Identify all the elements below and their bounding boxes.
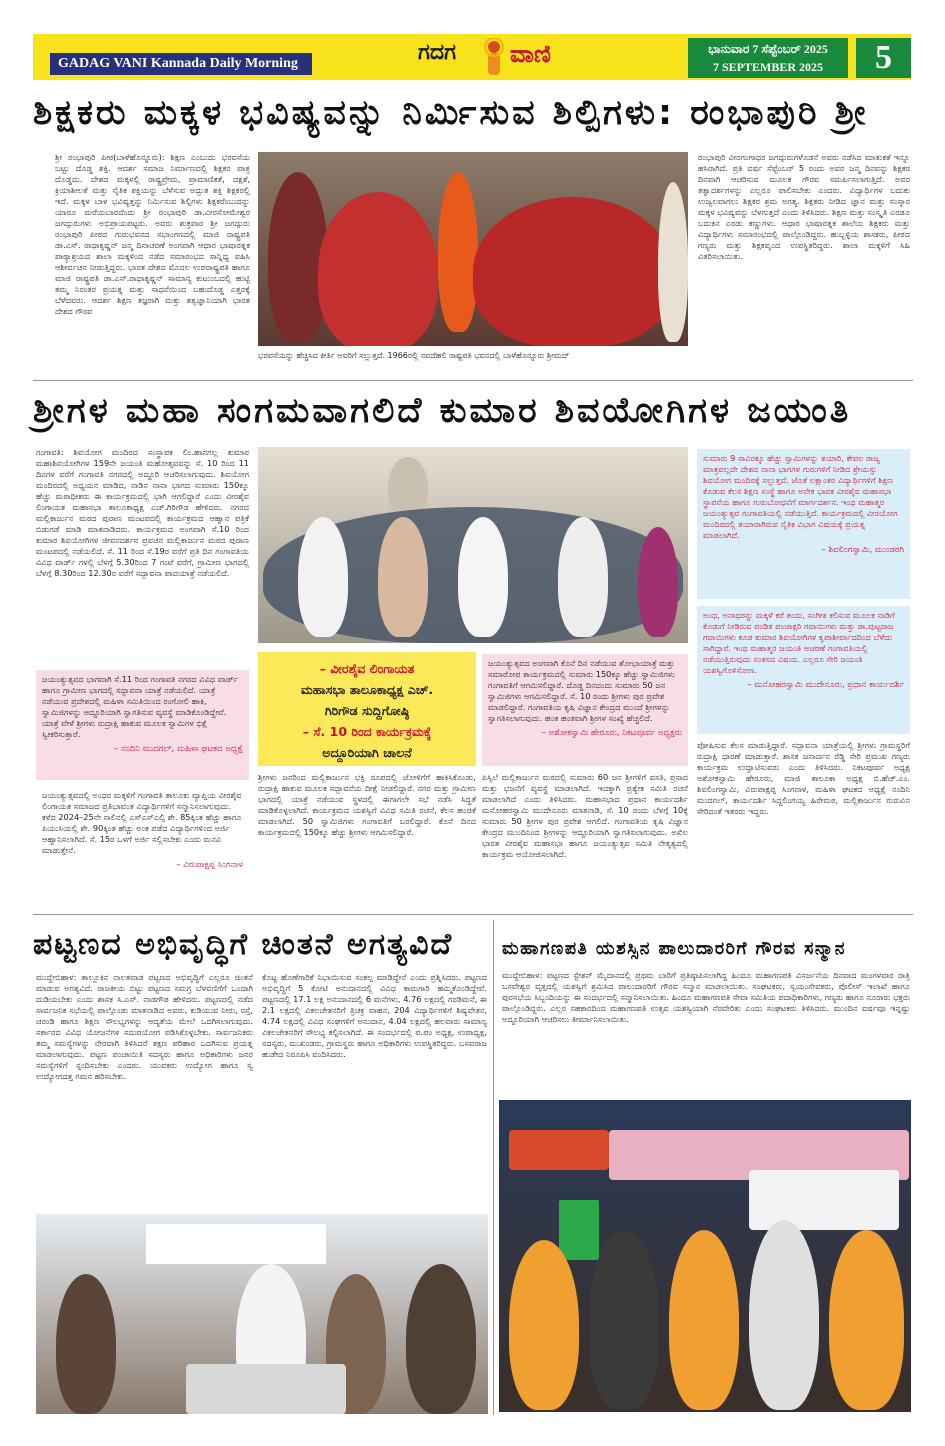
story2-col3b: ಪಿಸ್ಸಿಲೆ ಮಲ್ಲಿಕಾರ್ಜುನ ಮಠದಲ್ಲಿ ಸುಮಾರು 60 ಜನ ಶ್ರೀಗಳಿಗೆ ವಸತಿ, ಪ್ರಸಾದ ಮತ್ತು ಭಜನೆಗೆ ವ್ಯವಸ್ಥೆ ಮಾಡಲಾಗಿದೆ. ಇದಕ್ಕಾಗಿ ಪ್ರತ್ಯೇಕ ಸಮಿತಿ ರಚನೆ ಮಾಡಲಾಗಿದೆ ಎಂದು ತಿಳಿಸಿದರು. ಮಹಾಸಭಾದ ಪ್ರಧಾನ ಕಾರ್ಯದರ್ಶಿ ಮನೋಹರಸ್ವಾಮಿ ಮುದೇನೂರು ಮಾತನಾಡಿ, ಸೆ. 10 ರಂದು ಬೆಳಗ್ಗೆ 10ಕ್ಕೆ ಸುಮಾರು 50 ಶ್ರೀಗಳ ಪುರ ಪ್ರವೇಶ ಆಗಲಿದೆ. ಗಂಗಾವತಿಯ ಕೃಷಿ ವಿಜ್ಞಾನ ಕೇಂದ್ರದ ಮುಂದಿನಿಂದ ಶ್ರೀಗಳನ್ನು ಆದ್ದೂರಿಯಾಗಿ ಸ್ವಾಗತಿಸಲಾಗುವುದು. ಅಖಿಲ ಭಾರತ ವೀರಶೈವ ಮಹಾಸಭಾ ಹಾಗೂ ಜಯಂತ್ಯುತ್ಸವ ಸಮಿತಿ ನೇತೃತ್ವದಲ್ಲಿ ಕಾರ್ಯಕ್ರಮ ಆಯೋಜಿಸಲಾಗಿದೆ. [482, 772, 688, 859]
masthead-label: GADAG VANI Kannada Daily Morning [50, 53, 312, 75]
logo-text-right: ವಾಣಿ [510, 40, 551, 68]
story1-col3: ರಂಭಾಪುರಿ ವೀರಗಂಗಾಧರ ಜಗದ್ಗುರುಗಳೊಡನೆ ಅವರು ನಡೆಸಿದ ಮಾತುಕತೆ ಇನ್ನೂ ಹಸಿರಾಗಿದೆ. ಪ್ರತಿ ವರ್ಷ ಸೆಪ್ಟೆಂಬರ್ 5 ರಂದು ಅವರ ಜನ್ಮ ದಿನವನ್ನು ಶಿಕ್ಷಕರ ದಿನವಾಗಿ ಆಚರಿಸುವ ಮೂಲಕ ಗೌರವ ಸಮರ್ಪಿಸಲಾಗುತ್ತಿದೆ. ಅವರ ತತ್ವಾದರ್ಶಗಳನ್ನು ಎಲ್ಲರೂ ಪಾಲಿಸಬೇಕು ಎಂದರು. ವಿದ್ಯಾರ್ಥಿಗಳ ಬದುಕು ಉಜ್ವಲವಾಗಲು ಶಿಕ್ಷಕರ ಶ್ರಮ ಅಗತ್ಯ. ಶಿಕ್ಷಕರು ನೀಡಿದ ಜ್ಞಾನ ಮತ್ತು ಸಂಸ್ಕಾರ ಮಕ್ಕಳ ಭವಿಷ್ಯವನ್ನು ಬೆಳಗುತ್ತದೆ ಎಂದು ತಿಳಿಸಿದರು. ಶಿಕ್ಷಣ ಮತ್ತು ಸಂಸ್ಕೃತಿ ಎರಡೂ ಬದುಕಿನ ಎರಡು ಕಣ್ಣುಗಳು. ಆಧಾರ ಭಾಷಾರತ್ನಕ ಶಾಲೆಯ ಶಿಕ್ಷಕರು ಮತ್ತು ವಿದ್ಯಾರ್ಥಿಗಳು ಸಮಾರಂಭದಲ್ಲಿ ಪಾಲ್ಗೊಂಡಿದ್ದರು. ಹುಬ್ಬಳ್ಳಿಯ ಶಾಸಕರು, ಪೀಠದ ಗಣ್ಯರು ಮತ್ತು ಶಿಕ್ಷಕವೃಂದ ಉಪಸ್ಥಿತರಿದ್ದರು. ಶಾಲಾ ಮಕ್ಕಳಿಗೆ ಸಿಹಿ ವಿತರಿಸಲಾಯಿತು. [698, 152, 910, 261]
story3-col2: ಕೊಟ್ಟ ಹೊಣೆಗಾರಿಕೆ ನಿಭಾಯಿಸುವ ಸಂಕಲ್ಪ ಮಾಡಿದ್ದೇನೆ ಎಂದು ಪ್ರಶ್ನಿಸಿದರು. ಪಟ್ಟಣದ ಅಭಿವೃದ್ಧಿಗೆ 5 ಕೋಟಿ ಅನುದಾನದಲ್ಲಿ ವಿವಿಧ ಕಾಮಗಾರಿ ಹಮ್ಮಿಕೊಂಡಿದ್ದೇವೆ. ಪಟ್ಟಣದಲ್ಲಿ 17.1 ಲಕ್ಷ ಅನುದಾನದಲ್ಲಿ 6 ಮನೆಗಳು, 4.76 ಲಕ್ಷದಲ್ಲಿ ಗರಡಿಮನೆ, ಈ 2.1 ಲಕ್ಷದಲ್ಲಿ ವಿಕಲಚೇತನರಿಗೆ ತ್ರಿಚಕ್ರ ವಾಹನ, 204 ವಿದ್ಯಾರ್ಥಿಗಳಿಗೆ ಶಿಷ್ಯವೇತನ, 4.74 ಲಕ್ಷದಲ್ಲಿ ವಿವಿಧ ಸಂಘಗಳಿಗೆ ಅನುದಾನ, 4.04 ಲಕ್ಷದಲ್ಲಿ ಹಲವಾರು ಸಾಮಾನ್ಯ ವಿಕಲಚೇತನರಿಗೆ ಸೌಲಭ್ಯ ಕಲ್ಪಿಸಲಾಗಿದೆ. ಈ ಸಂದರ್ಭದಲ್ಲಿ ಪ.ಪಂ ಅಧ್ಯಕ್ಷ, ಉಪಾಧ್ಯಕ್ಷ, ಸದಸ್ಯರು, ಮುಖಂಡರು, ಗ್ರಾಮಸ್ಥರು ಹಾಗೂ ಅಧಿಕಾರಿಗಳು ಉಪಸ್ಥಿತರಿದ್ದರು. ಬಸವರಾಜ ಹುಡೇದ ನಿರೂಪಿಸಿ ವಂದಿಸಿದರು. [262, 972, 487, 1059]
story2-col4b: ಪೋಷಿಸುವ ಕೆಲಸ ಮಾಡುತ್ತಿದ್ದಾರೆ. ಸದ್ಭಾವನಾ ಯಾತ್ರೆಯಲ್ಲಿ ಶ್ರೀಗಳು ಗ್ರಾಮಸ್ಥರಿಗೆ ರುದ್ರಾಕ್ಷಿ ಧಾರಣೆ ಮಾಡುತ್ತಾರೆ. ಶಾಸಕ ಜನಾರ್ದನ ರೆಡ್ಡಿ ಸೇರಿ ಪ್ರಮುಖ ಗಣ್ಯರು ಕಾರ್ಯಕ್ರಮ ಉದ್ಘಾಟಿಸುವರು ಎಂದು ತಿಳಿಸಿದರು. ನಿಕಟಪೂರ್ವ ಅಧ್ಯಕ್ಷ ಅಶೋಕಸ್ವಾಮಿ ಹೇರೂರು, ಮಾಜಿ ತಾಲೂಕಾ ಅಧ್ಯಕ್ಷ ಬಿ.ಹೆಚ್.ಎಂ. ಶಿವಲಿಂಗಸ್ವಾಮಿ, ವಿರುಪಾಕ್ಷಪ್ಪ ಸಿಂಗನಾಳ, ಮಹಿಳಾ ಘಟಕದ ಅಧ್ಯಕ್ಷೆ ನಂದಿನಿ ಮುದಗಲ್, ಕಾರ್ಯದರ್ಶಿ ಸಿದ್ದಲಿಂಗಯ್ಯ ಹಿರೇಮಠ, ಮಲ್ಲಿಕಾರ್ಜುನ ಗುರುವಿನ ಸೇರಿದಂತೆ ಇತರರು ಇದ್ದರು. [697, 740, 910, 816]
story2-col1: ಗಂಗಾವತಿ: ಶಿವಯೋಗ ಮಂದಿರದ ಸಂಸ್ಥಾಪಕ ಲಿಂ.ಹಾನಗಲ್ಲ ಕುಮಾರ ಮಹಾಶಿವಯೋಗಿಗಳ 159ನೇ ಜಯಂತಿ ಮಹೋತ್ಸವವನ್ನು ಸೆ. 10 ರಿಂದ 11 ದಿನಗಳ ವರೆಗೆ ಗಂಗಾವತಿ ನಗರದಲ್ಲಿ ಅದ್ದೂರಿ ಆಚರಿಸಲಾಗುವುದು. ಶಿವಯೋಗ ಮಂದಿರದಲ್ಲಿ ಅಧ್ಯಯನ ಮಾಡಿದ, ನಾಡಿನ ನಾನಾ ಭಾಗದ ಸುಮಾರು 150ಕ್ಕೂ ಹೆಚ್ಚು ಮಠಾಧೀಶರು ಈ ಕಾರ್ಯಕ್ರಮದಲ್ಲಿ ಭಾಗಿ ಆಗಲಿದ್ದಾರೆ ಎಂದು ವೀರಶೈವ ಲಿಂಗಾಯತ ಮಹಾಸಭಾ ತಾಲೂಕಾಧ್ಯಕ್ಷ ಎಚ್.ಗಿರಿಗೌಡ ಹೇಳಿದರು. ನಗರದ ಮಲ್ಲಿಕಾರ್ಜುನ ಮಠದ ಪುರಾಣ ಮಂಟಪದಲ್ಲಿ ಕಾರ್ಯಕ್ರಮದ ಆಹ್ವಾನ ಪತ್ರಿಕೆ ಬಿಡುಗಡೆ ಮಾಡಿ ಮಾತನಾಡಿದರು. ಕಾರ್ಯಕ್ರಮದ ಅಂಗವಾಗಿ ಸೆ.10 ರಿಂದ ಕುಮಾರ ಶಿವಯೋಗಿಗಳ ಜೀವನದರ್ಶನ ಪ್ರವಚನ ಮಲ್ಲಿಕಾರ್ಜುನ ಮಠದ ಪುರಾಣ ಮಂಟಪದಲ್ಲಿ ನಡೆಯಲಿದೆ. ಸೆ. 11 ರಿಂದ ಸೆ.19ರ ವರೆಗೆ ಪ್ರತಿ ದಿನ ಗಂಗಾವತಿಯ ವಿವಿಧ ವಾರ್ಡ್ ಗಳಲ್ಲಿ ಬೆಳಗ್ಗೆ 5.30ರಿಂದ 7 ಗಂಟೆ ವರೆಗೆ, ಗ್ರಾಮೀಣ ಭಾಗದಲ್ಲಿ ಬೆಳಗ್ಗೆ 8.30ರಿಂದ 12.30ರ ವರೆಗೆ ಸದ್ಭಾವನಾ ಪಾದಯಾತ್ರೆ ನಡೆಯಲಿದೆ. [36, 447, 249, 578]
story4-body: ಮುದ್ದೇಬಿಹಾಳ: ಪಟ್ಟಣದ ಸ್ಟೇಶನ್ ಮೈದಾನದಲ್ಲಿ ಪ್ರಥಮ ಬಾರಿಗೆ ಪ್ರತಿಷ್ಠಾಪಿಸಲಾಗಿದ್ದ ಹಿಂದೂ ಮಹಾಗಣಪತಿ ವಿಸರ್ಜನೆಯ ದಿನವಾದ ಮಂಗಳವಾರ ರಾತ್ರಿ ಬಸವೇಶ್ವರ ವೃತ್ತದಲ್ಲಿ ಯಶಸ್ವಿಗೆ ಶ್ರಮಿಸಿದ ಪಾಲುದಾರರಿಗೆ ಗೌರವ ಸನ್ಮಾನ ಮಾಡಲಾಯಿತು. ಸಂಘಟಕರು, ಸ್ವಯಂಸೇವಕರು, ಪೊಲೀಸ್ ಇಲಾಖೆ ಹಾಗೂ ಪುರಸಭೆಯ ಸಿಬ್ಬಂದಿಯನ್ನು ಈ ಸಂದರ್ಭದಲ್ಲಿ ಸನ್ಮಾನಿಸಲಾಯಿತು. ಹಿಂದೂ ಮಹಾಗಣಪತಿ ಸೇವಾ ಸಮಿತಿಯ ಪದಾಧಿಕಾರಿಗಳು, ಗಣ್ಯರು ಹಾಗೂ ನೂರಾರು ಭಕ್ತರು ಪಾಲ್ಗೊಂಡಿದ್ದರು. ಎಲ್ಲರ ಸಹಕಾರದಿಂದ ಮಹಾಗಣಪತಿ ಉತ್ಸವ ಯಶಸ್ವಿಯಾಗಿ ನೆರವೇರಿತು ಎಂದು ಸಂಘಟಕರು ತಿಳಿಸಿದರು. ಮುಂದಿನ ವರ್ಷವೂ ಇನ್ನಷ್ಟು ಅದ್ದೂರಿಯಾಗಿ ಆಚರಿಸಲು ತೀರ್ಮಾನಿಸಲಾಯಿತು. [502, 970, 910, 1024]
highlight-line-1: – ವೀರಶೈವ ಲಿಂಗಾಯತ [319, 661, 415, 676]
quote-box-2-signature: – ಮನೋಹರಸ್ವಾಮಿ ಮುದೇನೂರು, ಪ್ರಧಾನ ಕಾರ್ಯದರ್ಶಿ [747, 680, 904, 690]
applicant-note-text: ಜಯಂತ್ಯುತ್ಸವದಲ್ಲಿ ಅಂಧರ ಮಕ್ಕಳಿಗೆ ಗಂಗಾವತಿ ತಾಲೂಕು ವ್ಯಾಪ್ತಿಯ ವೀರಶೈವ ಲಿಂಗಾಯತ ಸಮಾಜದ ಪ್ರತಿಭಾವಂತ ವಿದ್ಯಾರ್ಥಿಗಳಿಗೆ ಸನ್ಮಾನಿಸಲಾಗುವುದು. ಕಳೆದ 2024–25ನೇ ಸಾಲಿನಲ್ಲಿ ಎಸ್ಎಸ್ಎಲ್ಸಿ ಶೇ. 85ಕ್ಕಿಂತ ಹೆಚ್ಚು ಹಾಗೂ ಪಿಯುಸಿಯಲ್ಲಿ ಶೇ. 90ಕ್ಕಿಂತ ಹೆಚ್ಚು ಅಂಕ ಪಡೆದ ವಿದ್ಯಾರ್ಥಿಗಳಿಂದ ಅರ್ಜಿ ಆಹ್ವಾನಿಸಲಾಗಿದೆ. ಸೆ. 15ರ ಒಳಗೆ ಅರ್ಜಿ ಸಲ್ಲಿಸಬೇಕು ಎಂದು ಮನವಿ ಮಾಡುತ್ತೇನೆ. [42, 790, 242, 855]
pink-box [36, 670, 249, 780]
quote-box-1-text: ಸುಮಾರು 9 ಸಾವಿರಕ್ಕೂ ಹೆಚ್ಚು ಸ್ವಾಮಿಗಳನ್ನು ತಯಾರಿ, ಕೇವಲ ರಾಜ್ಯ ಮಾತ್ರವಲ್ಲದೇ ದೇಶದ ನಾನಾ ಭಾಗಗಳ ಗುರುಗಳಿಗೆ ನೀಡಿದ ಶ್ರೇಯಸ್ಸು ಶಿವಯೋಗ ಮಂದಿರಕ್ಕೆ ಸಲ್ಲುತ್ತದೆ. ಜೊತೆ ಲಕ್ಷಾಂತರ ವಿದ್ಯಾರ್ಥಿಗಳಿಗೆ ಶಿಕ್ಷಣ ಕೊಡುವ ಕೆಲಸ ಶಿಕ್ಷಣ ಸಂಸ್ಥೆ ಹಾಗೂ ಅನೇಕ ಭಾರತ ವೀರಶೈವ ಮಹಾಸಭಾ ಸ್ಥಾಪನೆಯ ಹಾಗೂ ಗುರುಬೋಧನೆಗೆ ಮಾರ್ಗದರ್ಶನ. ಇಂಥ ಮಹಾತ್ಮರ ಜಯಂತ್ಯುತ್ಸವ ಗಂಗಾವತಿಯಲ್ಲಿ ನಡೆಯುತ್ತಿದೆ. ಕಾರ್ಯಕ್ರಮದಲ್ಲಿ ವೀರಯೋಗ ಮಂದಿರದಲ್ಲಿ ತಯಾರಾಗಿರುವ ನೈತಿಕ ವಿಭಾಗ ವಿಷಯಕ್ಕೆ ಪ್ರಯತ್ನ ಮಾಡಲಾಗಿದೆ. [703, 453, 898, 540]
story2-photo [258, 447, 688, 643]
story1-col1: ಶ್ರೀ ರಂಭಾಪುರಿ ಪೀಠ(ಬಾಳೆಹೊನ್ನೂರು): ಶಿಕ್ಷಣ ಎಂಬುದು ಭರವಸೆಯ ಬಟ್ಟು ದೊಡ್ಡ ಶಕ್ತಿ. ಆದರ್ಶ ಸಮಾಜ ನಿರ್ಮಾಣದಲ್ಲಿ ಶಿಕ್ಷಕರ ಪಾತ್ರ ದೊಡ್ಡದು. ದೇಶದ ಮಕ್ಕಳಲ್ಲಿ ರಾಷ್ಟ್ರಪ್ರೇಮ, ಪ್ರಾಮಾಣಿಕತೆ, ದಕ್ಷತೆ, ಕ್ರಿಯಾಶೀಲತೆ ಮತ್ತು ನೈತಿಕ ಶಕ್ತಿಯನ್ನು ಬೆಳೆಸುವ ಅದ್ಭುತ ಶಕ್ತಿ ಶಿಕ್ಷಕರಲ್ಲಿ ಇದೆ. ಮಕ್ಕಳ ಬಾಳ ಭವಿಷ್ಯತ್ತನ್ನು ನಿರ್ಮಿಸುವ ಶಿಲ್ಪಿಗಳು ಶಿಕ್ಷಕರೆಂಬುದನ್ನು ಯಾರೂ ಮರೆಯಬಾರದೆಂದು ಶ್ರೀ ರಂಭಾಪುರಿ ಡಾ.ವೀರಸೋಮೇಶ್ವರ ಜಗದ್ಗುರುಗಳು ಅಭಿಪ್ರಾಯಪಟ್ಟರು. ಅವರು ಶುಕ್ರವಾರ ಶ್ರೀ ಜಗದ್ಗುರು ರಂಭಾಪುರಿ ಪೀಠದ ಗುರುಭವನದ ಸಭಾಂಗಣದಲ್ಲಿ ಮಾಜಿ ರಾಷ್ಟ್ರಪತಿ ಡಾ.ಎಸ್. ರಾಧಾಕೃಷ್ಣನ್ ಜನ್ಮ ದಿನಾಚರಣೆ ಅಂಗವಾಗಿ ಆಧಾರ ಭಾಷಾರತ್ನಕ ಪಾಠ್ಯಾಶ್ರಯದ ಶಾಲಾ ಮಕ್ಕಳಿಂದ ನಡೆದ ಸಮಾರಂಭದ ಸಾನ್ನಿಧ್ಯ ವಹಿಸಿ ಆಶೀರ್ವಚನ ನೀಡುತ್ತಿದ್ದರು. ಭಾರತ ದೇಶದ ಮೊದಲ ಉಪರಾಷ್ಟ್ರಪತಿ ಹಾಗೂ ಮಾಜಿ ರಾಷ್ಟ್ರಪತಿ ಡಾ.ಎಸ್.ರಾಧಾಕೃಷ್ಣನ್ ಸಾಮಾನ್ಯ ಕುಟುಂಬದಲ್ಲಿ ಹುಟ್ಟಿ ತಮ್ಮ ನಿರಂತರ ಪ್ರಯತ್ನ ಮತ್ತು ಸಾಧನೆಯಿಂದ ಬಹುದೊಡ್ಡ ಎತ್ತರಕ್ಕೆ ಬೆಳೆದವರು. ಆದರ್ಶ ಶಿಕ್ಷಣ ತಜ್ಞರಾಗಿ ಮತ್ತು ತತ್ವಜ್ಞಾನಿಯಾಗಿ ಭಾರತ ದೇಶದ ಗೌರವ [55, 152, 250, 316]
story3-photo [36, 1214, 488, 1414]
logo-text-left: ಗದಗ [418, 40, 457, 65]
center-box [482, 654, 688, 766]
logo-figure-icon [480, 38, 508, 78]
story4-photo [499, 1100, 911, 1412]
quote-box-2-text: ಅಂಧ, ಅನಾಥರನ್ನು ಮಕ್ಕಳೆ ಕರೆ ತಂದು, ಸಂಗೀತ ಕಲಿಸುವ ಮೂಲಕ ನಾಡಿಗೆ ಕೊಡುಗೆ ನೀಡಿರುವ ಪಂಡಿತ ಪಂಚಾಕ್ಷರಿ ಗವಾಯಿಗಳು ಮತ್ತು ಡಾ.ಪುಟ್ಟರಾಜ ಗವಾಯಿಗಳು ಕೂಡ ಕುಮಾರ ಶಿವಯೋಗಿಗಳ ಕೃಪಾಶೀರ್ವಾದದಿಂದ ಬೆಳೆದು ಸಾಗಿದ್ದಾರೆ. ಇಂಥ ಮಹಾತ್ಮರ ಜಯಂತಿ ಆಚರಣೆ ಗಂಗಾವತಿಯಲ್ಲಿ ನಡೆಯುತ್ತಿರುವುದು ಸಂತಸದ ವಿಷಯ. ಎಲ್ಲರೂ ಸೇರಿ ಜಯಂತಿ ಯಶಸ್ವಿಗೊಳಿಸೋಣ. [703, 610, 895, 675]
highlight-line-4: – ಸೆ. 10 ರಿಂದ ಕಾರ್ಯಕ್ರಮಕ್ಕೆ [302, 724, 432, 739]
quote-box-2 [697, 606, 910, 734]
pink-box-signature: – ನಂದಿನಿ ಮುದಗಲ್, ಮಹಿಳಾ ಘಟಕದ ಅಧ್ಯಕ್ಷೆ [114, 744, 243, 754]
quote-box-1-signature: – ಶಿವಲಿಂಗಸ್ವಾಮಿ, ಮುಂಡರಗಿ [821, 545, 904, 555]
highlight-line-3: ಗಿರಿಗೌಡ ಸುದ್ದಿಗೋಷ್ಠಿ [324, 703, 410, 718]
pink-box-text: ಜಯಂತ್ಯುತ್ಸವದ ಭಾಗವಾಗಿ ಸೆ.11 ರಿಂದ ಗಂಗಾವತಿ ನಗರದ ವಿವಿಧ ವಾರ್ಡ್ ಹಾಗೂ ಗ್ರಾಮೀಣ ಭಾಗದಲ್ಲಿ ಸದ್ಭಾವನಾ ಯಾತ್ರೆ ನಡೆಯಲಿದೆ. ಯಾತ್ರೆ ನಡೆಯುವ ಪ್ರದೇಶದಲ್ಲಿ ಮಹಿಳಾ ಸಮಿತಿಯಿಂದ ರಂಗೋಲಿ ಹಾಕಿ, ಸ್ವಾಮಿಜಿಗಳನ್ನು ಆದ್ದೂರಿಯಾಗಿ ಸ್ವಾಗತಿಸುವ ವ್ಯವಸ್ಥೆ ಮಾಡಿಕೊಂಡಿದ್ದೇವೆ. ಯಾತ್ರೆ ವೇಳೆ ಶ್ರೀಗಳು ರುದ್ರಾಕ್ಷಿ ಹಾಕುವ ಮೂಲಕ ಸ್ವಾಮಿಗಳ ಭಿಕ್ಷೆ ಸ್ವೀಕರಿಸುತ್ತಾರೆ. [42, 674, 239, 739]
story3-headline: ಪಟ್ಟಣದ ಅಭಿವೃದ್ಧಿಗೆ ಚಿಂತನೆ ಅಗತ್ಯವಿದೆ [33, 927, 454, 962]
applicant-note-signature: – ವಿರುಪಾಕ್ಷಪ್ಪ ಸಿಂಗನಾಳ [176, 860, 243, 870]
story2-headline: ಶ್ರೀಗಳ ಮಹಾ ಸಂಗಮವಾಗಲಿದೆ ಕುಮಾರ ಶಿವಯೋಗಿಗಳ ಜಯಂತಿ [33, 391, 852, 431]
date-english: 7 SEPTEMBER 2025 [712, 60, 823, 74]
story3-col1: ಮುದ್ದೇಬಿಹಾಳ: ತಾಲ್ಲೂಕಿನ ನಾಲತವಾಡ ಪಟ್ಟಣದ ಅಭಿವೃದ್ಧಿಗೆ ಎಲ್ಲರೂ ಚಿಂತನೆ ಮಾಡುವ ಅಗತ್ಯವಿದೆ. ರಾಜಕೀಯ ಬಿಟ್ಟು ಪಟ್ಟಣದ ಸಮಗ್ರ ಬೆಳವಣಿಗೆಗೆ ಒಂದಾಗಿ ದುಡಿಯಬೇಕು ಎಂದು ಶಾಸಕ ಸಿ.ಎಸ್. ನಾಡಗೌಡ ಹೇಳಿದರು. ಪಟ್ಟಣದಲ್ಲಿ ನಡೆದ ಸಾರ್ವಜನಿಕ ಸಭೆಯಲ್ಲಿ ಪಾಲ್ಗೊಂಡು ಮಾತನಾಡಿದ ಅವರು, ಕುಡಿಯುವ ನೀರು, ರಸ್ತೆ, ಚರಂಡಿ ಹಾಗೂ ಶಿಕ್ಷಣ ಸೌಲಭ್ಯಗಳನ್ನು ಆದ್ಯತೆಯ ಮೇಲೆ ಒದಗಿಸಲಾಗುವುದು. ಸರ್ಕಾರದ ವಿವಿಧ ಯೋಜನೆಗಳ ಸದುಪಯೋಗ ಪಡಿಸಿಕೊಳ್ಳಬೇಕು. ಸಾರ್ವಜನಿಕರು ತಮ್ಮ ಸಮಸ್ಯೆಗಳನ್ನು ನೇರವಾಗಿ ತಿಳಿಸಿದರೆ ತಕ್ಷಣ ಪರಿಹಾರ ಒದಗಿಸುವ ಪ್ರಯತ್ನ ಮಾಡಲಾಗುವುದು. ಪಟ್ಟಣ ಪಂಚಾಯಿತಿ ಸದಸ್ಯರು ಹಾಗೂ ಅಧಿಕಾರಿಗಳು ಜನರ ಸಮಸ್ಯೆಗಳಿಗೆ ಸ್ಪಂದಿಸಬೇಕು ಎಂದರು. ಯುವಕರು ಉದ್ಯೋಗ ಹಾಗೂ ಸ್ವ ಉದ್ಯೋಗದತ್ತ ಗಮನ ಹರಿಸಬೇಕು. [36, 972, 253, 1081]
quote-box-1 [697, 449, 910, 599]
highlight-line-5: ಅದ್ದೂರಿಯಾಗಿ ಚಾಲನೆ [322, 745, 412, 760]
date-kannada: ಭಾನುವಾರ 7 ಸೆಪ್ಟೆಂಬರ್ 2025 [708, 42, 828, 56]
divider [493, 920, 494, 1415]
story2-col2b: ಶ್ರೀಗಳು ಜನರಿಂದ ಮಲ್ಲಿಕಾರ್ಜುನ ಭಕ್ತಿ ರೂಪದಲ್ಲಿ ಜೋಳಿಗೆಗೆ ಹಾಕಿಸಿಕೊಂಡು, ರುದ್ರಾಕ್ಷಿ ಹಾಕುವ ಮೂಲಕ ಸದ್ಭಾವನೆಯ ದೀಕ್ಷೆ ನೀಡಲಿದ್ದಾರೆ. ನಗರ ಮತ್ತು ಗ್ರಾಮೀಣ ಭಾಗದಲ್ಲಿ ಯಾತ್ರೆ ನಡೆಯುವ ಸ್ಥಳದಲ್ಲಿ ಈಗಾಗಲೇ ಸಭೆ ನಡೆಸಿ ಸಿದ್ಧತೆ ಮಾಡಿಕೊಳ್ಳಲಾಗಿದೆ. ಕಾರ್ಯಕ್ರಮದ ಯಶಸ್ವಿಗೆ ವಿವಿಧ ಸಮಿತಿ ರಚನೆ, ಕೆಲಸ ಹಂಚಿಕೆ ಮಾಡಲಾಗಿದೆ. 50 ಸ್ವಾಮಿಜಿಗಳು ಗಂಗಾವತಿಗೆ ಬರಲಿದ್ದಾರೆ. ಕೊನೆ ದಿನದ ಕಾರ್ಯಕ್ರಮದಲ್ಲಿ 150ಕ್ಕೂ ಹೆಚ್ಚು ಶ್ರೀಗಳು ಆಗಮಿಸಲಿದ್ದಾರೆ. [258, 772, 476, 837]
divider [33, 914, 913, 915]
story4-headline: ಮಹಾಗಣಪತಿ ಯಶಸ್ಸಿನ ಪಾಲುದಾರರಿಗೆ ಗೌರವ ಸನ್ಮಾನ [502, 939, 846, 959]
page-number: 5 [856, 38, 911, 78]
story1-photo [258, 152, 688, 346]
highlight-line-2: ಮಹಾಸಭಾ ತಾಲೂಕಾಧ್ಯಕ್ಷ ಎಚ್. [300, 682, 434, 697]
story1-caption: ಭರವಸೆಯನ್ನು ಹೆಚ್ಚಿಸಿದ ಕೀರ್ತಿ ಅವರಿಗೆ ಸಲ್ಲುತ್ತದೆ. 1966ರಲ್ಲಿ ನವದೆಹಲಿ ರಾಷ್ಟ್ರಪತಿ ಭವನದಲ್ಲಿ ಬಾಳೆಹೊನ್ನೂರು ಶ್ರೀಮದ್ [258, 351, 570, 360]
center-box-signature: – ಅಶೋಕಸ್ವಾಮಿ ಹೇರೂರು, ನಿಕಟಪೂರ್ವ ಅಧ್ಯಕ್ಷರು [541, 728, 682, 738]
date-box [688, 38, 848, 78]
highlight-box [258, 652, 476, 766]
applicant-note [36, 786, 249, 898]
center-box-text: ಜಯಂತ್ಯುತ್ಸವದ ಅಂಗವಾಗಿ ಕೊನೆ ದಿನ ನಡೆಯುವ ಶೋಭಾಯಾತ್ರೆ ಮತ್ತು ಸಮಾರೋಪ ಕಾರ್ಯಕ್ರಮದಲ್ಲಿ ಸುಮಾರು 150ಕ್ಕೂ ಹೆಚ್ಚು ಸ್ವಾಮಿಜಿಗಳು ಗಂಗಾವತಿಗೆ ಆಗಮಿಸಲಿದ್ದಾರೆ. ದೊಡ್ಡ ದಿನದಂದು ಸುಮಾರು 50 ಜನ ಸ್ವಾಮಿಜಿಗಳು ಆಗಮಿಸಲಿದ್ದಾರೆ. ಸೆ. 10 ರಂದು ಶ್ರೀಗಳು ಪುರ ಪ್ರವೇಶ ಮಾಡಲಿದ್ದಾರೆ. ಗಂಗಾವತಿಯ ಕೃಷಿ ವಿಜ್ಞಾನ ಕೇಂದ್ರದ ಮುಂದೆ ಶ್ರೀಗಳನ್ನು ಸ್ವಾಗತಿಸಲಾಗುವುದು. ಹಂತ ಹಂತವಾಗಿ ಶ್ರೀಗಳ ಸಂಖ್ಯೆ ಹೆಚ್ಚಲಿದೆ. [488, 658, 675, 723]
divider [33, 380, 913, 381]
story1-headline: ಶಿಕ್ಷಕರು ಮಕ್ಕಳ ಭವಿಷ್ಯವನ್ನು ನಿರ್ಮಿಸುವ ಶಿಲ್ಪಿಗಳು: ರಂಭಾಪುರಿ ಶ್ರೀ [33, 93, 869, 133]
